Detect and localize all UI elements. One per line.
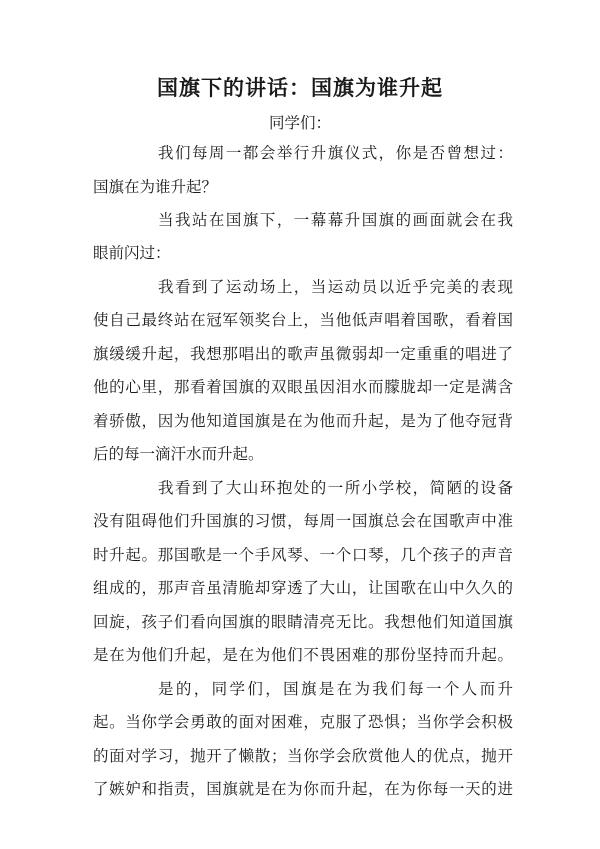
paragraph-line: 旗缓缓升起，我想那唱出的歌声虽微弱却一定重重的唱进了 [93,345,513,363]
paragraph-line: 起。当你学会勇敢的面对困难，克服了恐惧；当你学会积极 [93,713,513,731]
paragraph-line: 我看到了大山环抱处的一所小学校，简陋的设备 [158,479,513,497]
paragraph-line: 着骄傲，因为他知道国旗是在为他而升起，是为了他夺冠背 [93,412,513,430]
paragraph-line: 我看到了运动场上，当运动员以近乎完美的表现 [158,278,513,296]
paragraph-line: 回旋，孩子们看向国旗的眼睛清亮无比。我想他们知道国旗 [93,613,513,631]
paragraph-line: 眼前闪过： [93,244,171,262]
greeting: 同学们： [268,114,331,132]
paragraph-line: 我们每周一都会举行升旗仪式，你是否曾想过： [158,144,513,162]
paragraph-line: 他的心里，那看着国旗的双眼虽因泪水而朦胧却一定是满含 [93,378,513,396]
paragraph-line: 组成的，那声音虽清脆却穿透了大山，让国歌在山中久久的 [93,579,513,597]
paragraph-line: 国旗在为谁升起？ [93,178,218,196]
document-title: 国旗下的讲话：国旗为谁升起 [157,76,443,100]
paragraph-line: 后的每一滴汗水而升起。 [93,445,264,463]
paragraph-line: 使自己最终站在冠军领奖台上，当他低声唱着国歌，看着国 [93,311,513,329]
paragraph-line: 的面对学习，抛开了懒散；当你学会欣赏他人的优点，抛开 [93,747,513,765]
paragraph-line: 当我站在国旗下，一幕幕升国旗的画面就会在我 [158,211,513,229]
paragraph-line: 是在为他们升起，是在为他们不畏困难的那份坚持而升起。 [93,646,513,664]
paragraph-line: 时升起。那国歌是一个手风琴、一个口琴，几个孩子的声音 [93,546,513,564]
paragraph-line: 是的，同学们，国旗是在为我们每一个人而升 [158,680,513,698]
paragraph-line: 没有阻碍他们升国旗的习惯，每周一国旗总会在国歌声中准 [93,512,513,530]
paragraph-line: 了嫉妒和指责，国旗就是在为你而升起，在为你每一天的进 [93,780,513,798]
